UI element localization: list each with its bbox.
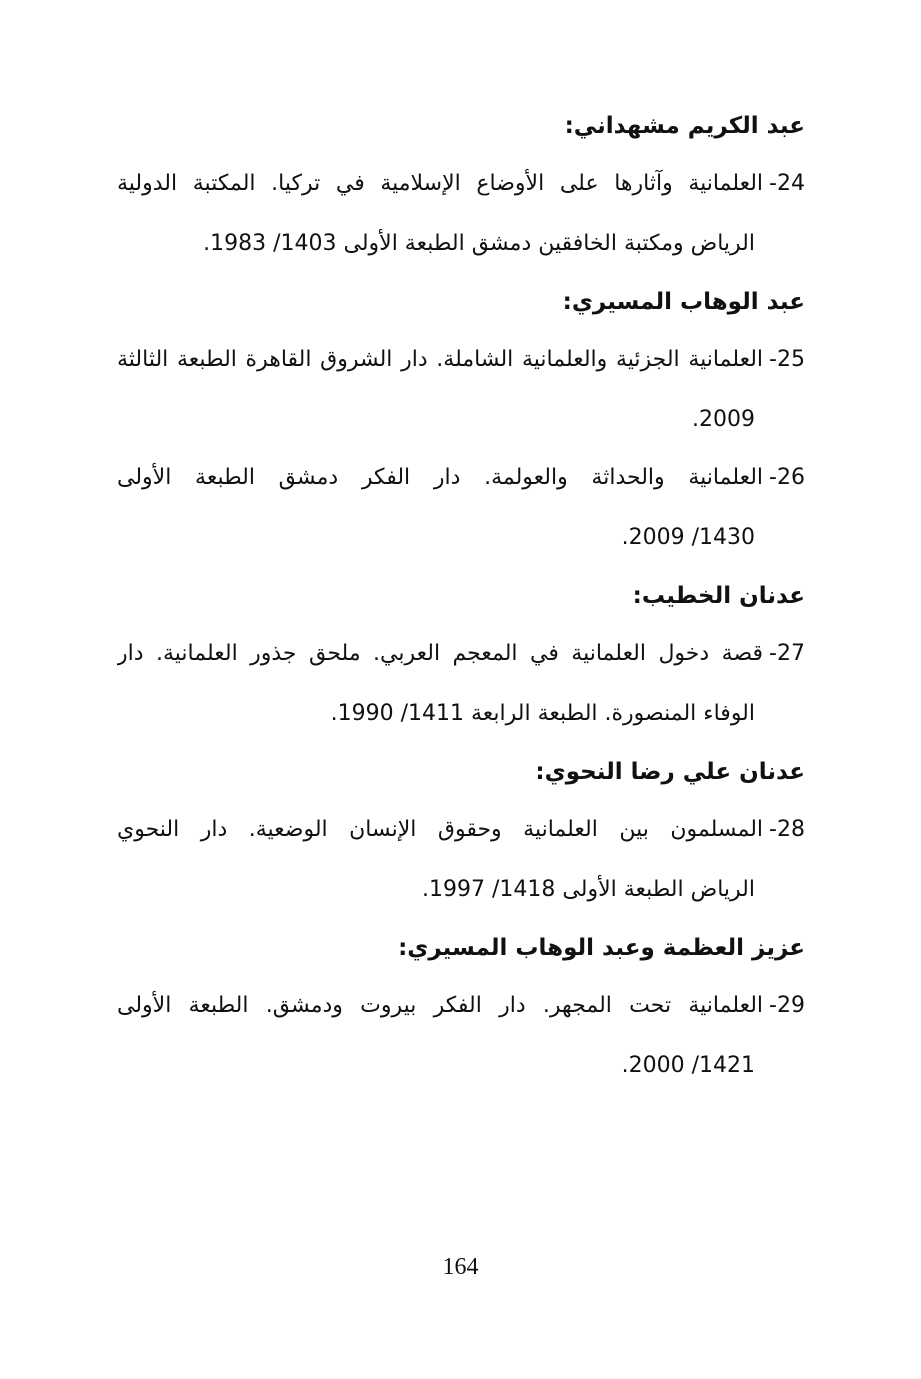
bibliography-entry: [117, 632, 805, 736]
author-heading: عبد الكريم مشهداني:: [564, 113, 805, 139]
entry-first-line: [117, 456, 805, 500]
entry-continuation: 2009.: [692, 407, 755, 432]
bibliography-entry: [117, 456, 805, 560]
entry-first-line: [117, 808, 805, 852]
author-heading: عزيز العظمة وعبد الوهاب المسيري:: [398, 935, 805, 961]
entry-continuation: 1421/ 2000.: [621, 1053, 755, 1078]
entry-title: العلمانية الجزئية والعلمانية الشاملة. دار الشروق القاهرة الطبعة الثالثة: [117, 347, 764, 372]
bibliography-entry: [117, 338, 805, 442]
entry-number: 29-: [769, 993, 805, 1018]
bibliography-entry: [117, 162, 805, 266]
author-heading: عدنان الخطيب:: [632, 583, 805, 609]
entry-number: 24-: [769, 171, 805, 196]
entry-first-line: [117, 632, 805, 676]
entry-continuation: الرياض ومكتبة الخافقين دمشق الطبعة الأولى 1403/ 1983.: [203, 231, 755, 256]
entry-title: العلمانية وآثارها على الأوضاع الإسلامية في تركيا. المكتبة الدولية: [117, 171, 764, 196]
page-number: 164: [442, 1254, 479, 1280]
entry-number: 27-: [769, 641, 805, 666]
entry-continuation: 1430/ 2009.: [621, 525, 755, 550]
author-heading: عدنان علي رضا النحوي:: [535, 759, 805, 785]
bibliography-entry: [117, 808, 805, 912]
entry-number: 28-: [769, 817, 805, 842]
entry-title: قصة دخول العلمانية في المعجم العربي. ملحق جذور العلمانية. دار: [117, 641, 764, 666]
entry-continuation: الرياض الطبعة الأولى 1418/ 1997.: [422, 877, 755, 902]
entry-first-line: [117, 984, 805, 1028]
entry-number: 26-: [769, 465, 805, 490]
bibliography-list: [117, 104, 805, 1102]
entry-first-line: [117, 162, 805, 206]
entry-number: 25-: [769, 347, 805, 372]
entry-continuation: الوفاء المنصورة. الطبعة الرابعة 1411/ 1990.: [330, 701, 755, 726]
entry-title: العلمانية والحداثة والعولمة. دار الفكر دمشق الطبعة الأولى: [117, 465, 764, 490]
entry-title: المسلمون بين العلمانية وحقوق الإنسان الوضعية. دار النحوي: [117, 817, 764, 842]
author-heading: عبد الوهاب المسيري:: [562, 289, 805, 315]
entry-title: العلمانية تحت المجهر. دار الفكر بيروت ودمشق. الطبعة الأولى: [117, 993, 764, 1018]
entry-first-line: [117, 338, 805, 382]
bibliography-entry: [117, 984, 805, 1088]
